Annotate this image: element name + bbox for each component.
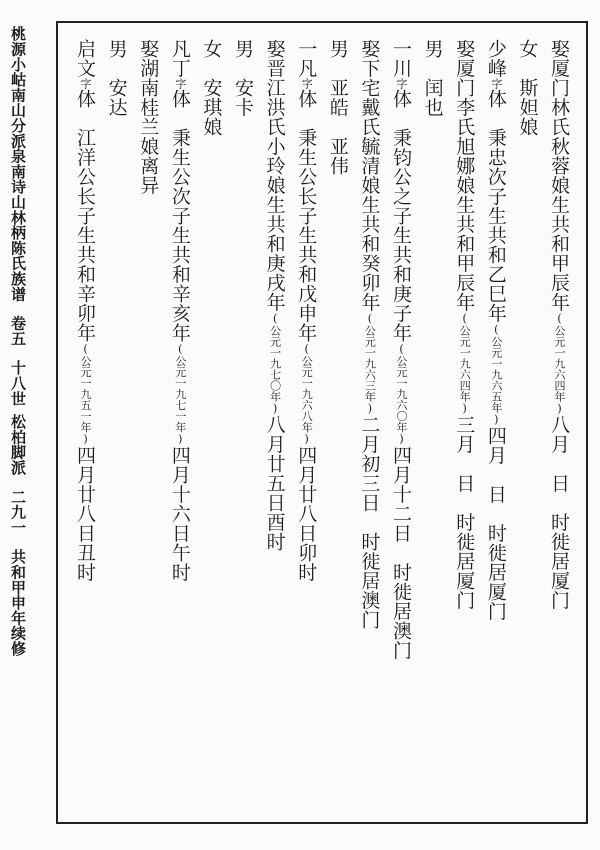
text-column	[295, 39, 318, 582]
entry-text: 八月廿五日酉时	[263, 415, 286, 552]
annotation-text: (公元一九六〇年)	[395, 342, 408, 446]
entry-text: 男 亚皓 亚伟	[326, 39, 349, 176]
book-title: 桃源小岵南山分派泉南诗山林柄陈氏族谱	[9, 26, 27, 302]
annotation-text: (公元一九六四年)	[458, 312, 472, 415]
genealogy-page-frame	[56, 21, 588, 824]
annotation-text: (公元一九六五年)	[489, 323, 503, 426]
entry-text: 八月 日 时徙居厦门	[548, 415, 570, 610]
entry-text: 娶湖南桂兰娘离异	[137, 39, 160, 195]
entry-text: 四月十六日午时	[168, 445, 191, 582]
text-column	[328, 39, 347, 176]
entry-text: 二月初三日 时徙居澳门	[358, 415, 381, 630]
entry-text: 三月 日 时徙居厦门	[453, 415, 476, 610]
entry-text: 娶晋江洪氏小玲娘生共和庚戌年	[263, 39, 286, 312]
entry-text: 女 斯妲娘	[516, 39, 539, 137]
edition-label: 共和甲申年续修	[9, 549, 27, 657]
annotation-text: (公元一九七〇年)	[268, 312, 282, 415]
annotation-text: 字	[173, 78, 187, 89]
entry-text: 体 秉钧公之子生共和庚子年	[390, 89, 412, 343]
annotation-text: (公元一九六三年)	[363, 312, 377, 415]
generation-label: 十八世	[9, 360, 27, 406]
entry-text: 体 秉生公次子生共和辛亥年	[168, 89, 191, 343]
text-column	[486, 39, 505, 621]
branch-label: 松柏脚派	[9, 413, 27, 476]
annotation-text: (公元一九七一年)	[173, 342, 187, 446]
entry-text: 男 闰也	[421, 39, 444, 117]
entry-text: 娶厦门林氏秋蓉娘生共和甲辰年	[548, 39, 570, 312]
annotation-text: (公元一九六四年)	[553, 312, 566, 415]
text-column	[200, 39, 223, 137]
entry-text: 体 秉忠次子生共和乙巳年	[484, 89, 507, 323]
entry-text: 一凡	[295, 39, 318, 78]
entry-text: 娶下宅戴氏毓清娘生共和癸卯年	[358, 39, 381, 312]
entry-text: 四月十二日 时徙居澳门	[390, 445, 412, 660]
entry-text: 体 秉生公长子生共和戊申年	[295, 89, 318, 343]
page-number: 二九一	[9, 489, 27, 536]
annotation-text: 字	[489, 78, 503, 89]
annotation-text: (公元一九六八年)	[300, 342, 314, 446]
entry-text: 少峰	[484, 39, 507, 78]
entry-text: 四月 日 时徙居厦门	[484, 426, 507, 621]
entry-text: 娶厦门李氏旭娜娘生共和甲辰年	[453, 39, 476, 312]
text-column	[107, 39, 126, 117]
entry-text: 凡丁	[168, 39, 191, 78]
entry-text: 四月廿八日丑时	[74, 445, 96, 582]
text-column	[233, 39, 252, 117]
entry-text: 体 江洋公长子生共和辛卯年	[74, 89, 96, 343]
annotation-text: 字	[300, 78, 314, 89]
annotation-text: 字	[79, 78, 92, 89]
text-column	[75, 39, 94, 582]
entry-text: 男 安卡	[232, 39, 254, 117]
text-column	[391, 39, 410, 660]
volume-label: 卷五	[9, 315, 27, 347]
annotation-text: 字	[395, 78, 408, 89]
entry-text: 女 安琪娘	[200, 39, 223, 137]
text-column	[453, 39, 476, 610]
entry-text: 一川	[390, 39, 412, 78]
text-column	[265, 39, 284, 552]
entry-text: 四月廿八日卯时	[295, 445, 318, 582]
entry-text: 男 安达	[105, 39, 128, 117]
entry-text: 启文	[74, 39, 96, 78]
text-column	[423, 39, 442, 117]
text-column	[137, 39, 160, 195]
page-margin-header	[10, 26, 25, 656]
annotation-text: (公元一九五一年)	[79, 342, 92, 446]
text-column	[549, 39, 568, 610]
text-column	[358, 39, 381, 630]
text-column	[516, 39, 539, 137]
text-column	[170, 39, 189, 582]
